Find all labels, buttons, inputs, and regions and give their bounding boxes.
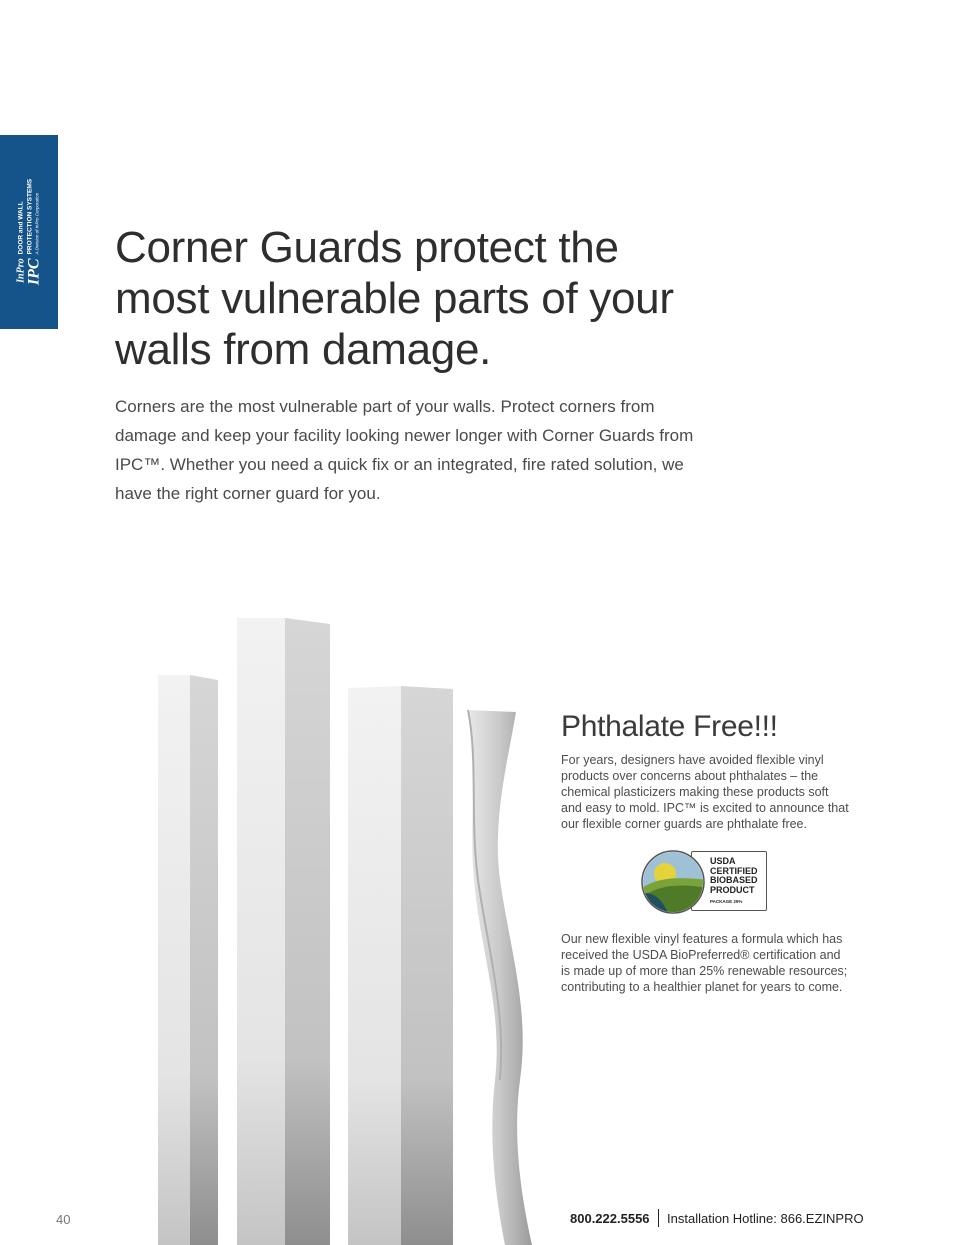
footer-contact [570, 1209, 864, 1227]
intro-line1: Corners are the most vulnerable part of your walls. Protect corners from [115, 397, 655, 416]
phthalate-free-title: Phthalate Free!!! [561, 710, 778, 743]
intro-line3: IPC™. Whether you need a quick fix or an integrated, fire rated solution, we [115, 455, 684, 474]
brand-logo [17, 179, 42, 285]
footer-phone: 800.222.5556 [570, 1210, 650, 1226]
brand-desc-line2: PROTECTION SYSTEMS [26, 178, 34, 255]
brand-side-tab [0, 135, 58, 329]
para2-line: received the USDA BioPreferred® certification and [561, 948, 841, 962]
corner-guard-3 [348, 686, 453, 1245]
phthalate-paragraph-1 [561, 752, 881, 832]
para1-line: and easy to mold. IPC™ is excited to announce that [561, 801, 849, 815]
footer-divider [658, 1209, 660, 1227]
brand-desc-line1: DOOR and WALL [18, 201, 26, 255]
corner-guard-2 [237, 618, 330, 1245]
usda-certified-biobased-badge [641, 850, 767, 913]
headline-line3: walls from damage. [115, 325, 492, 374]
intro-line2: damage and keep your facility looking newer longer with Corner Guards from [115, 426, 694, 445]
para2-line: contributing to a healthier planet for years to come. [561, 980, 843, 994]
usda-line3: BIOBASED [710, 875, 758, 885]
usda-line2: CERTIFIED [710, 865, 758, 876]
page-number: 40 [56, 1212, 71, 1227]
brand-mark [17, 258, 42, 285]
brand-mark-line2: IPC [25, 258, 43, 286]
intro-paragraph [115, 392, 725, 508]
para1-line: products over concerns about phthalates – the [561, 769, 819, 783]
page-headline [115, 222, 674, 375]
usda-emblem-icon [641, 850, 705, 914]
para1-line: For years, designers have avoided flexible vinyl [561, 753, 824, 767]
para1-line: chemical plasticizers making these products soft [561, 785, 829, 799]
usda-line1: USDA [710, 856, 736, 866]
corner-guard-1 [158, 675, 218, 1245]
brand-description [18, 179, 40, 254]
headline-line1: Corner Guards protect the [115, 223, 619, 272]
brand-desc-line3: A Division of InPro Corporation [34, 192, 40, 255]
phthalate-paragraph-2 [561, 931, 881, 995]
para2-line: is made up of more than 25% renewable resources; [561, 964, 848, 978]
corner-guard-flexible-twisted [468, 710, 532, 1245]
para2-line: Our new flexible vinyl features a formula which has [561, 932, 843, 946]
usda-package-percent: PACKAGE 25% [710, 899, 743, 904]
usda-line4: PRODUCT [710, 884, 755, 895]
headline-line2: most vulnerable parts of your [115, 274, 674, 323]
brand-mark-line1: InPro [15, 258, 27, 283]
intro-line4: have the right corner guard for you. [115, 484, 381, 503]
para1-line: our flexible corner guards are phthalate free. [561, 817, 807, 831]
footer-hotline: Installation Hotline: 866.EZINPRO [667, 1210, 864, 1226]
usda-label-text [710, 857, 758, 895]
